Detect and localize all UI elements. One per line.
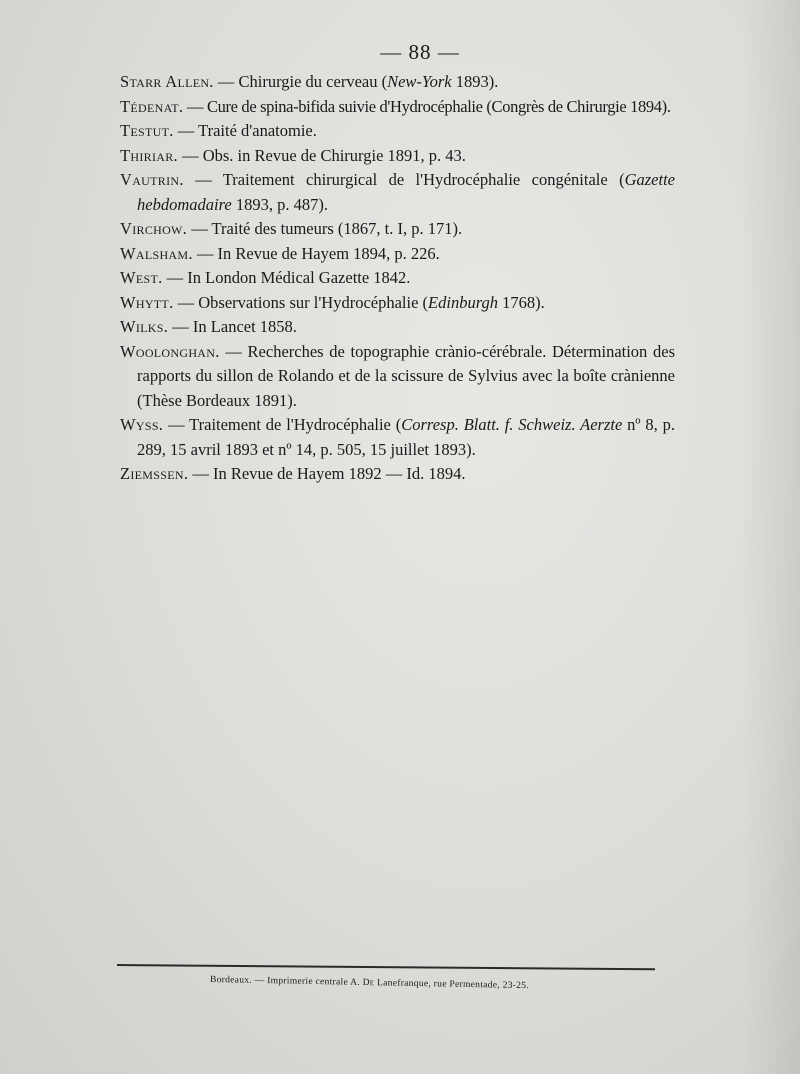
- entry-author: Woolonghan.: [120, 341, 220, 361]
- entry-italic: New-York: [387, 72, 452, 91]
- bibliography-entry: [120, 242, 675, 267]
- bibliography-entry: [120, 119, 675, 144]
- bibliography-entry: [120, 168, 675, 217]
- entry-author: Virchow.: [120, 219, 188, 238]
- entry-text: 1893, p. 487).: [231, 194, 328, 214]
- imprint-text: Lanefranque, rue Permentade, 23-25.: [374, 978, 530, 992]
- entry-text: — Chirurgie du cerveau (: [213, 72, 388, 91]
- bibliography-entry: [120, 340, 675, 414]
- entry-text: — Traitement de l'Hydrocéphalie (: [163, 415, 402, 434]
- entry-italic: Gazette hebdomadaire: [137, 170, 675, 214]
- bibliography-list: [120, 70, 675, 487]
- entry-text: — Obs. in Revue de Chirurgie 1891, p. 43.: [177, 145, 466, 165]
- entry-text: — Traité d'anatomie.: [173, 121, 317, 140]
- entry-text: 1893).: [451, 72, 499, 91]
- entry-italic: Edinburgh: [428, 292, 499, 312]
- entry-text: — Traité des tumeurs (1867, t. I, p. 171).: [187, 219, 463, 238]
- bibliography-entry: [120, 462, 675, 487]
- entry-text: — In Lancet 1858.: [168, 317, 297, 336]
- bibliography-entry: [120, 266, 675, 291]
- footer-rule: [117, 964, 655, 970]
- entry-author: Whytt.: [120, 292, 174, 312]
- entry-text: — In London Médical Gazette 1842.: [162, 268, 411, 287]
- entry-author: Wilks.: [120, 317, 169, 336]
- entry-text: — Recherches de topographie crànio-cérébrale. Détermination des rapports du sillon de Rolando et de la scissure de Sylvius avec la boîte crànienne (Thèse Bordeaux 1891).: [137, 341, 675, 410]
- entry-italic: Corresp. Blatt. f. Schweiz. Aerzte: [401, 415, 623, 434]
- entry-text: — In Revue de Hayem 1894, p. 226.: [192, 243, 440, 263]
- entry-author: Vautrin.: [120, 170, 184, 189]
- printer-imprint: [210, 975, 529, 991]
- entry-author: Thiriar.: [120, 145, 178, 165]
- imprint-smallcaps: De: [362, 977, 375, 989]
- entry-author: Starr Allen.: [120, 72, 214, 91]
- bibliography-entry: [120, 315, 675, 340]
- entry-text: — Observations sur l'Hydrocéphalie (: [173, 292, 429, 312]
- entry-text: 1768).: [498, 292, 545, 312]
- entry-text: — In Revue de Hayem 1892 — Id. 1894.: [188, 464, 466, 483]
- page-number: — 88 —: [380, 40, 460, 64]
- bibliography-entry: [120, 95, 675, 120]
- entry-author: Testut.: [120, 121, 174, 140]
- bibliography-entry: [120, 413, 675, 462]
- entry-text: nº 8, p. 289, 15 avril 1893 et nº 14, p. 505, 15 juillet 1893).: [137, 415, 675, 459]
- entry-author: West.: [120, 268, 163, 287]
- entry-author: Ziemssen.: [120, 464, 189, 483]
- entry-text: — Cure de spina-bifida suivie d'Hydrocéphalie (Congrès de Chirurgie 1894).: [183, 96, 671, 116]
- bibliography-entry: [120, 144, 675, 169]
- imprint-text: Bordeaux. — Imprimerie centrale A.: [209, 975, 363, 988]
- entry-author: Tédenat.: [120, 96, 184, 116]
- entry-author: Wyss.: [120, 415, 164, 434]
- bibliography-entry: [120, 70, 675, 95]
- bibliography-entry: [120, 291, 675, 316]
- entry-text: — Traitement chirurgical de l'Hydrocéphalie congénitale (: [183, 170, 625, 189]
- entry-author: Walsham.: [120, 243, 193, 263]
- bibliography-entry: [120, 217, 675, 242]
